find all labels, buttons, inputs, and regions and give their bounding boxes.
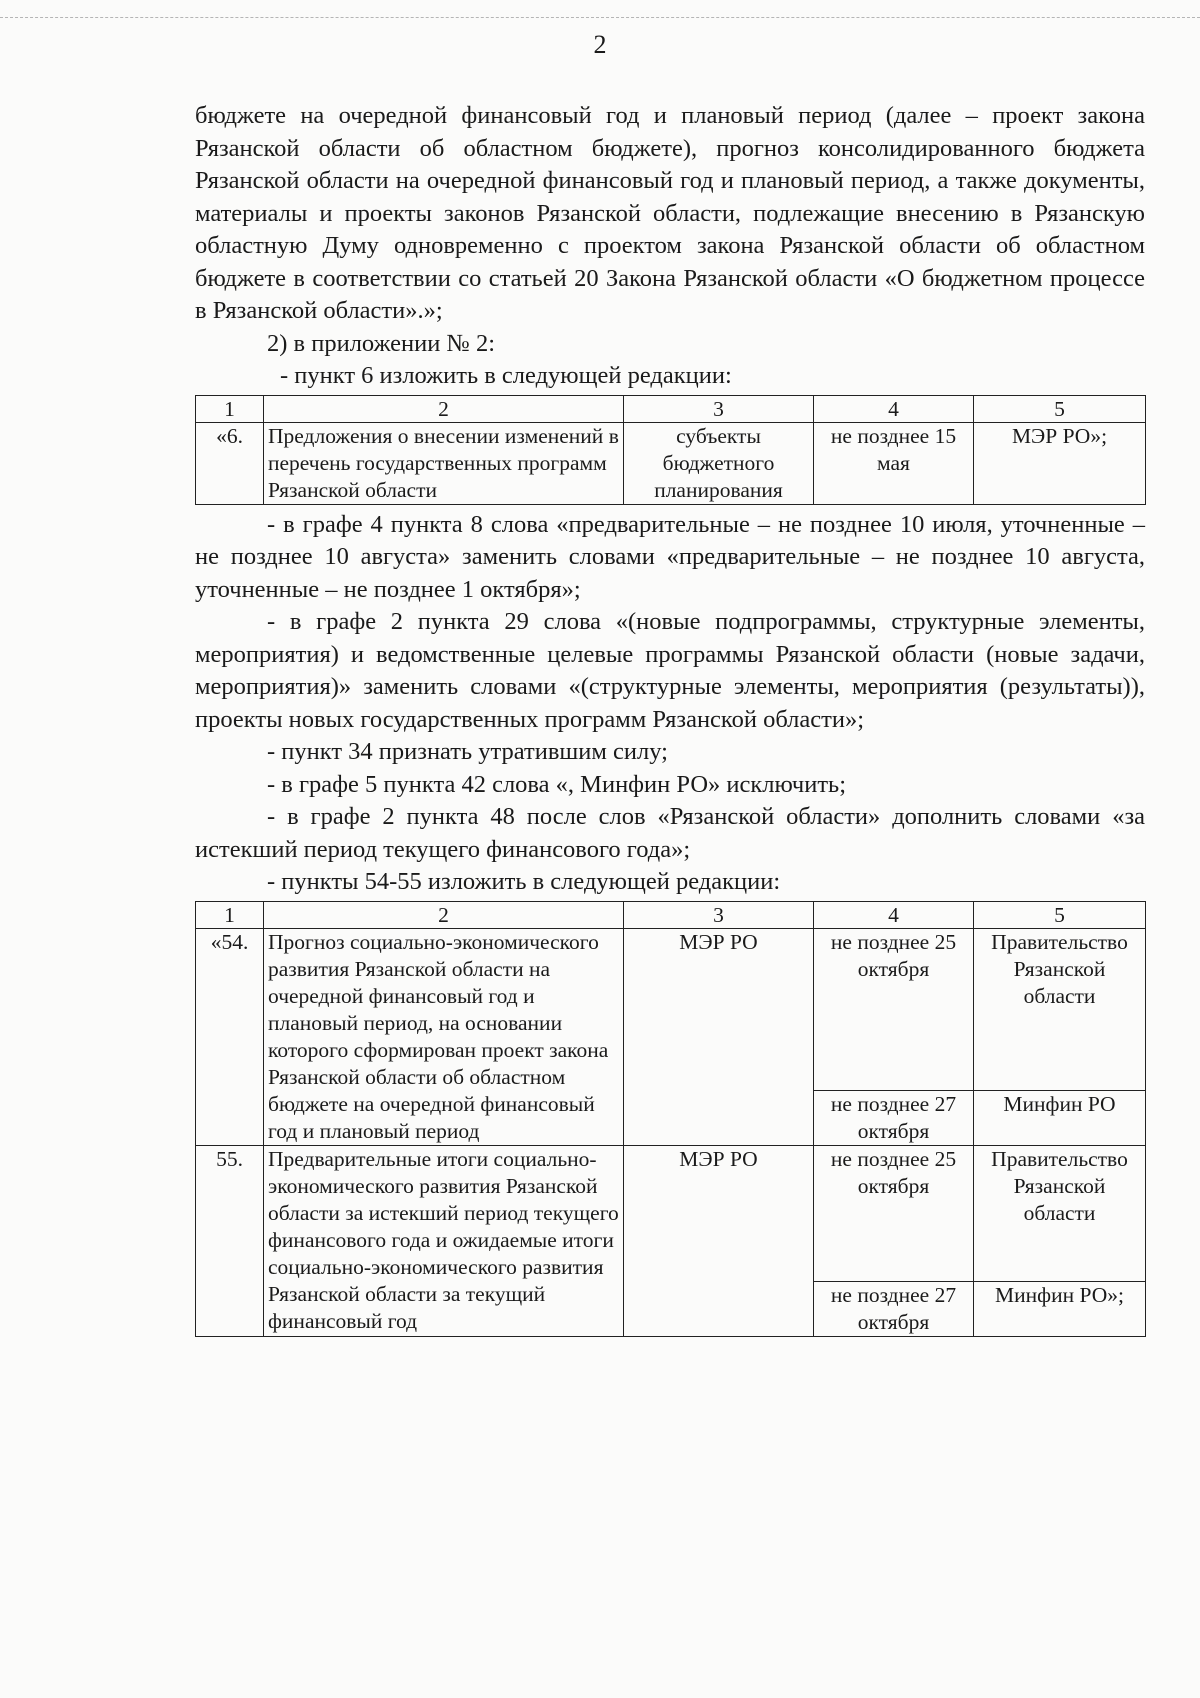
paragraph-point-48: - в графе 2 пункта 48 после слов «Рязанской области» дополнить словами «за истекший период текущего финансового года»; xyxy=(195,803,1145,863)
header-cell: 1 xyxy=(196,395,264,422)
item-p6: - пункт 6 изложить в следующей редакции: xyxy=(280,362,732,389)
table-header-row xyxy=(196,395,1146,422)
row-deadline: не позднее 27 октября xyxy=(814,1090,974,1145)
row-recipient: Правительство Рязанской области xyxy=(974,928,1146,1090)
row-description: Предварительные итоги социально-экономического развития Рязанской области за истекший период текущего финансового года и ожидаемые итоги социально-экономического развития Рязанской области за текущий финансовый год xyxy=(264,1145,624,1336)
row-responsible: МЭР РО xyxy=(624,928,814,1145)
row-number: «6. xyxy=(196,422,264,504)
header-cell: 3 xyxy=(624,901,814,928)
row-deadline: не позднее 25 октября xyxy=(814,1145,974,1281)
row-number: «54. xyxy=(196,928,264,1145)
item-2: 2) в приложении № 2: xyxy=(267,329,496,357)
paragraph-point-42: - в графе 5 пункта 42 слова «, Минфин РО» исключить; xyxy=(267,770,847,798)
scan-top-edge xyxy=(0,17,1200,18)
row-responsible: МЭР РО xyxy=(624,1145,814,1336)
header-cell: 3 xyxy=(624,395,814,422)
table-row xyxy=(196,422,1146,504)
paragraph-point-8: - в графе 4 пункта 8 слова «предварительные – не позднее 10 июля, уточненные – не позднее 10 августа» заменить словами «предварительные – не позднее 10 августа, уточненные – не позднее 1 октября»; xyxy=(195,510,1145,603)
table-points-54-55 xyxy=(195,901,1146,1337)
row-number: 55. xyxy=(196,1145,264,1336)
row-responsible: субъекты бюджетного планирования xyxy=(624,422,814,504)
table-header-row xyxy=(196,901,1146,928)
row-recipient: Минфин РО»; xyxy=(974,1281,1146,1336)
header-cell: 4 xyxy=(814,901,974,928)
header-cell: 2 xyxy=(264,901,624,928)
row-deadline: не позднее 25 октября xyxy=(814,928,974,1090)
row-description: Предложения о внесении изменений в перечень государственных программ Рязанской области xyxy=(264,422,624,504)
document-body xyxy=(195,100,1145,1341)
row-recipient: Минфин РО xyxy=(974,1090,1146,1145)
row-description: Прогноз социально-экономического развития Рязанской области на очередной финансовый год и плановый период, на основании которого сформирован проект закона Рязанской области об областном бюджете на очередной финансовый год и плановый период xyxy=(264,928,624,1145)
table-row xyxy=(196,1145,1146,1281)
table-point-6 xyxy=(195,395,1146,505)
row-deadline: не позднее 15 мая xyxy=(814,422,974,504)
header-cell: 4 xyxy=(814,395,974,422)
page-number: 2 xyxy=(593,30,607,59)
paragraph-point-29: - в графе 2 пункта 29 слова «(новые подпрограммы, структурные элементы, мероприятия) и ведомственные целевые программы Рязанской области (новые задачи, мероприятия)» заменить словами «(структурные элементы, мероприятия (результаты)), проекты новых государственных программ Рязанской области»; xyxy=(195,608,1145,733)
header-cell: 5 xyxy=(974,395,1146,422)
row-deadline: не позднее 27 октября xyxy=(814,1281,974,1336)
row-recipient: МЭР РО»; xyxy=(974,422,1146,504)
paragraph-points-54-55: - пункты 54-55 изложить в следующей редакции: xyxy=(267,868,781,895)
header-cell: 5 xyxy=(974,901,1146,928)
header-cell: 1 xyxy=(196,901,264,928)
row-recipient: Правительство Рязанской области xyxy=(974,1145,1146,1281)
table-row xyxy=(196,928,1146,1090)
intro-paragraph: бюджете на очередной финансовый год и плановый период (далее – проект закона Рязанской области об областном бюджете), прогноз консолидированного бюджета Рязанской области на очередной финансовый год и плановый период, а также документы, материалы и проекты законов Рязанской области, подлежащие внесению в Рязанскую областную Думу одновременно с проектом закона Рязанской области об областном бюджете в соответствии со статьей 20 Закона Рязанской области «О бюджетном процессе в Рязанской области».»; xyxy=(195,102,1145,324)
paragraph-point-34: - пункт 34 признать утратившим силу; xyxy=(267,738,668,765)
header-cell: 2 xyxy=(264,395,624,422)
